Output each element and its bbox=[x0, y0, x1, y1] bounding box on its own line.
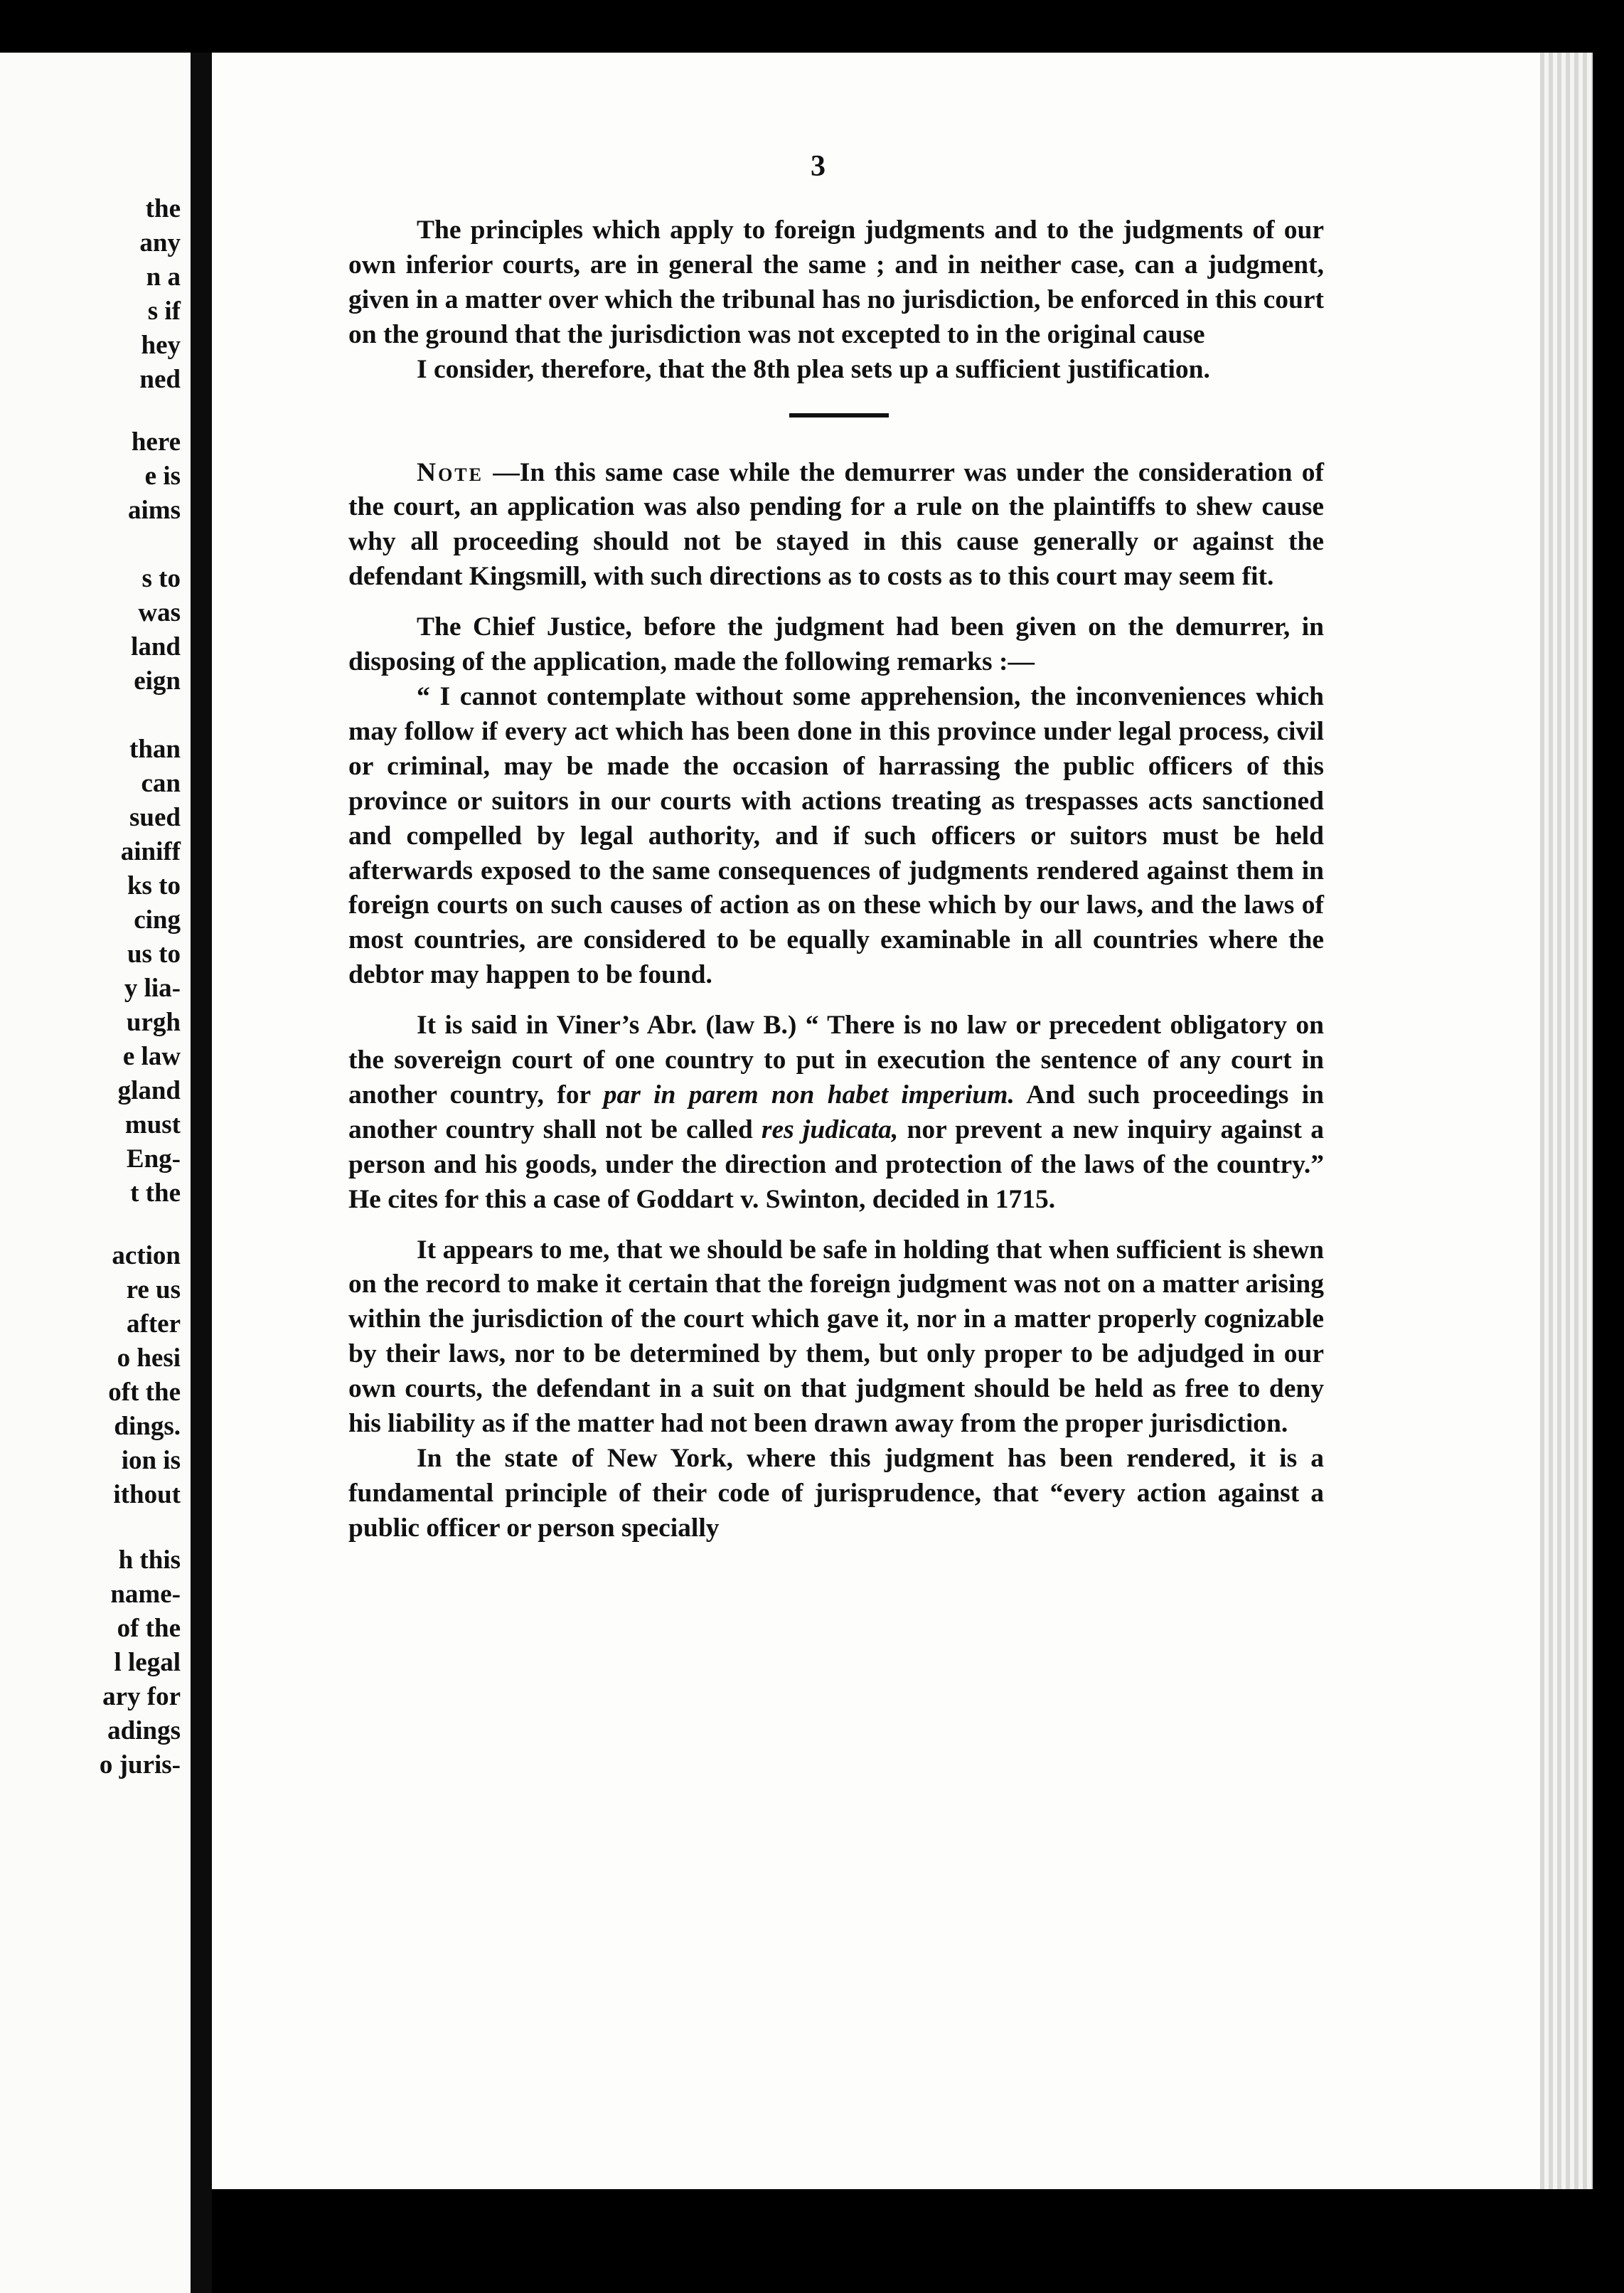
facing-page-line: us to bbox=[127, 940, 181, 969]
paragraph-chief-justice: The Chief Justice, before the judgment had been given on the demurrer, in disposing of the application, made the following remarks :— bbox=[348, 612, 1324, 677]
facing-page-line: aims bbox=[128, 496, 181, 525]
facing-page-line: cing bbox=[134, 905, 181, 935]
facing-page-line: adings bbox=[107, 1716, 181, 1745]
paragraph-safe-holding: It appears to me, that we should be safe in holding that when sufficient is shewn on the record to make it certain that the foreign judgment was not on a matter arising within the jurisdiction of the court which gave it, nor in a matter properly cognizable by their laws, nor to be determined by them, but only proper to be adjudged in our own courts, the defendant in a suit on that judgment should be held as free to deny his liability as if the matter had not been drawn away from the proper jurisdiction. bbox=[348, 1235, 1324, 1439]
book-gutter bbox=[191, 53, 212, 2293]
paragraph-quote-apprehension: “ I cannot contemplate without some apprehension, the inconveniences which may follow if every act which has been done in this province under legal process, civil or criminal, may be made the occasion of harrassing the public officers of this province or suitors in our courts with actions treating as trespasses acts sanctioned and compelled by legal authority, and if such officers or suitors must be held afterwards exposed to the same consequences of judgments rendered against them in foreign courts on such causes of action as on these which by our laws, and the laws of most countries, are considered to be equally examinable in all countries where the debtor may happen to be found. bbox=[348, 681, 1324, 990]
facing-page-line: e is bbox=[144, 462, 181, 491]
paragraph-eighth-plea: I consider, therefore, that the 8th plea sets up a sufficient justification. bbox=[417, 354, 1210, 384]
paragraph-new-york: In the state of New York, where this judgment has been rendered, it is a fundamental principle of their code of jurisprudence, that “every action against a public officer or person specially bbox=[348, 1444, 1324, 1543]
facing-page-line: o juris- bbox=[99, 1750, 181, 1779]
facing-page-line: s to bbox=[141, 564, 181, 593]
res-judicata: res judicata, bbox=[761, 1114, 899, 1144]
page-number: 3 bbox=[811, 150, 826, 183]
facing-page-line: o hesi bbox=[117, 1344, 181, 1373]
facing-page-line: any bbox=[139, 228, 181, 257]
facing-page-line: ned bbox=[139, 365, 181, 394]
facing-page-line: the bbox=[145, 194, 181, 223]
note-text: —In this same case while the demurrer was under the consideration of the court, an application was also pending for a rule on the plaintiffs to shew cause why all proceeding should not be stayed in this cause generally or against the defendant Kingsmill, with such directions as to costs as to this court may seem fit. bbox=[348, 457, 1324, 592]
facing-page-line: than bbox=[129, 735, 181, 764]
facing-page-line: n a bbox=[146, 262, 181, 292]
facing-page-line: eign bbox=[134, 666, 181, 696]
facing-page-line: h this bbox=[118, 1545, 181, 1575]
facing-page-line: ithout bbox=[113, 1480, 181, 1509]
scan-border-top bbox=[0, 0, 1624, 53]
facing-page-line: y lia- bbox=[124, 974, 181, 1003]
page-edges bbox=[1540, 53, 1593, 2189]
paragraph-foreign-judgments: The principles which apply to foreign judgments and to the judgments of our own inferior courts, are in general the same ; and in neither case, can a judgment, given in a matter over which the tribunal has no jurisdiction, be enforced in this court on the ground that the jurisdiction was not excepted to in the original cause bbox=[348, 216, 1324, 349]
facing-page-line: dings. bbox=[114, 1412, 181, 1441]
paragraph-viners-abr bbox=[348, 1009, 1324, 1217]
facing-page-line: ion is bbox=[121, 1446, 181, 1475]
viners-text-a: It is said in Viner’s Abr. (law B.) “ There is no law or precedent obligatory on the sovereign court of one country to put in execution the sentence of any court in another country, for bbox=[348, 1011, 1324, 1110]
facing-page-line: action bbox=[112, 1241, 181, 1270]
facing-page-line: ks to bbox=[127, 871, 181, 900]
latin-phrase: par in parem non habet imperium. bbox=[603, 1080, 1015, 1110]
viners-text-b: And such proceedings in another country shall not be called bbox=[348, 1080, 1324, 1144]
page-body bbox=[348, 213, 1324, 1546]
facing-page-line: must bbox=[124, 1110, 181, 1139]
section-divider bbox=[348, 388, 1324, 456]
facing-page-line: oft the bbox=[108, 1378, 181, 1407]
facing-page-line: was bbox=[138, 598, 181, 627]
facing-page-line: urgh bbox=[126, 1008, 181, 1037]
facing-page-line: of the bbox=[117, 1614, 181, 1643]
facing-page-line: e law bbox=[122, 1042, 181, 1071]
facing-page-line: s if bbox=[147, 297, 181, 326]
facing-page-line: name- bbox=[110, 1580, 181, 1609]
facing-page-line: can bbox=[141, 769, 181, 798]
facing-page-line: ainiff bbox=[120, 837, 181, 866]
facing-page-line: ary for bbox=[102, 1682, 181, 1711]
facing-page-line: hey bbox=[141, 331, 181, 360]
facing-page-line: sued bbox=[129, 803, 181, 832]
facing-page-line: here bbox=[131, 427, 181, 457]
facing-page-line: Eng- bbox=[126, 1144, 181, 1174]
note-label: Note bbox=[417, 457, 484, 487]
facing-page-line: after bbox=[127, 1309, 181, 1339]
facing-page-line: re us bbox=[126, 1275, 181, 1304]
facing-page-fragment bbox=[0, 53, 191, 2293]
facing-page-line: l legal bbox=[114, 1648, 181, 1677]
facing-page-line: t the bbox=[130, 1179, 181, 1208]
facing-page-line: gland bbox=[117, 1076, 181, 1105]
facing-page-line: land bbox=[131, 632, 181, 661]
paragraph-note bbox=[348, 456, 1324, 595]
viners-text-c: nor prevent a new inquiry against a person and his goods, under the direction and protection of the laws of the country.” He cites for this a case of Goddart v. Swinton, decided in 1715. bbox=[348, 1114, 1324, 1214]
